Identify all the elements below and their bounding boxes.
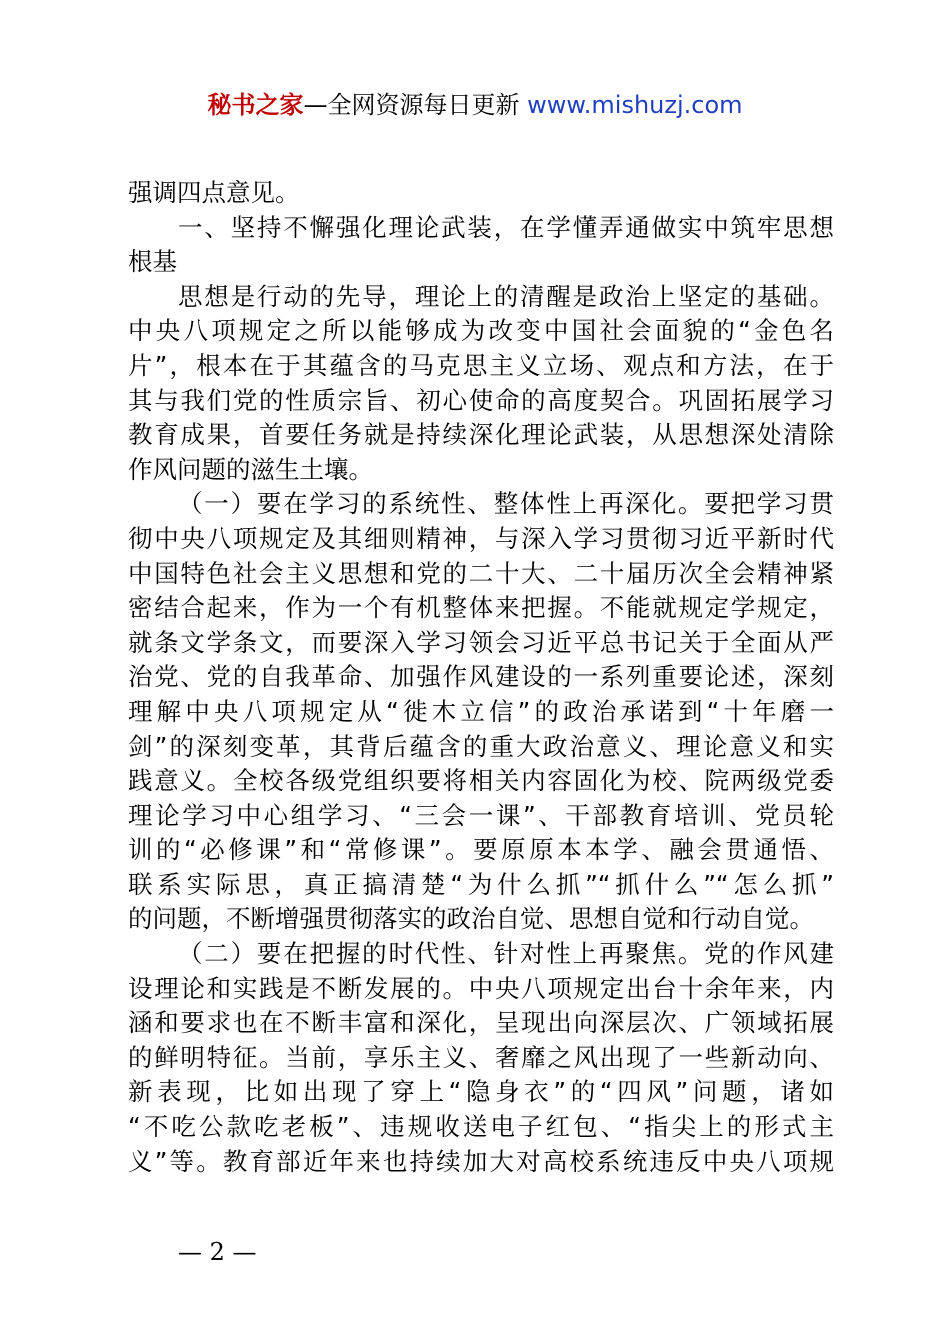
text-line: 彻中央八项规定及其细则精神，与深入学习贯彻习近平新时代	[128, 523, 834, 553]
text-line: 践意义。全校各级党组织要将相关内容固化为校、院两级党委	[128, 766, 834, 796]
text-line: 片”，根本在于其蕴含的马克思主义立场、观点和方法，在于	[128, 350, 834, 380]
text-line: 思想是行动的先导，理论上的清醒是政治上坚定的基础。	[178, 281, 834, 311]
text-line: 中国特色社会主义思想和党的二十大、二十届历次全会精神紧	[128, 558, 834, 588]
text-line: 中央八项规定之所以能够成为改变中国社会面貌的“金色名	[128, 316, 834, 346]
text-line: 剑”的深刻变革，其背后蕴含的重大政治意义、理论意义和实	[128, 731, 834, 761]
subsection-heading-line: （一）要在学习的系统性、整体性上再深化。要把学习贯	[178, 489, 834, 519]
site-brand: 秘书之家	[207, 91, 304, 119]
subsection-heading-line: （二）要在把握的时代性、针对性上再聚焦。党的作风建	[178, 939, 834, 969]
text-line: 联系实际思，真正搞清楚“为什么抓”“抓什么”“怎么抓”	[128, 869, 834, 899]
text-line: 强调四点意见。	[128, 178, 300, 207]
site-header	[0, 88, 950, 122]
text-line: 其与我们党的性质宗旨、初心使命的高度契合。巩固拓展学习	[128, 385, 834, 415]
text-line: 治党、党的自我革命、加强作风建设的一系列重要论述，深刻	[128, 662, 834, 692]
text-line: 的问题，不断增强贯彻落实的政治自觉、思想自觉和行动自觉。	[128, 904, 814, 934]
text-line: 教育成果，首要任务就是持续深化理论武装，从思想深处清除	[128, 420, 834, 450]
text-line: “不吃公款吃老板”、违规收送电子红包、“指尖上的形式主	[128, 1112, 834, 1142]
document-body	[128, 176, 834, 1179]
site-tagline: —全网资源每日更新	[303, 91, 528, 119]
text-line: 理解中央八项规定从“徙木立信”的政治承诺到“十年磨一	[128, 696, 834, 726]
text-line: 新表现，比如出现了穿上“隐身衣”的“四风”问题，诸如	[128, 1077, 834, 1107]
text-line: 就条文学条文，而要深入学习领会习近平总书记关于全面从严	[128, 627, 834, 657]
text-line: 密结合起来，作为一个有机整体来把握。不能就规定学规定，	[128, 593, 834, 623]
section-heading-line: 根基	[128, 247, 177, 277]
section-heading-line: 一、坚持不懈强化理论武装，在学懂弄通做实中筑牢思想	[178, 212, 834, 242]
site-url-link[interactable]: www.mishuzj.com	[527, 91, 743, 119]
text-line: 设理论和实践是不断发展的。中央八项规定出台十余年来，内	[128, 973, 834, 1003]
text-line: 涵和要求也在不断丰富和深化，呈现出向深层次、广领域拓展	[128, 1008, 834, 1038]
text-line: 理论学习中心组学习、“三会一课”、干部教育培训、党员轮	[128, 800, 834, 830]
text-line: 训的“必修课”和“常修课”。要原原本本学、融会贯通悟、	[128, 835, 834, 865]
text-line: 的鲜明特征。当前，享乐主义、奢靡之风出现了一些新动向、	[128, 1042, 834, 1072]
text-line: 义”等。教育部近年来也持续加大对高校系统违反中央八项规	[128, 1146, 834, 1176]
page-number: — 2 —	[178, 1238, 257, 1266]
text-line: 作风问题的滋生土壤。	[128, 454, 373, 484]
